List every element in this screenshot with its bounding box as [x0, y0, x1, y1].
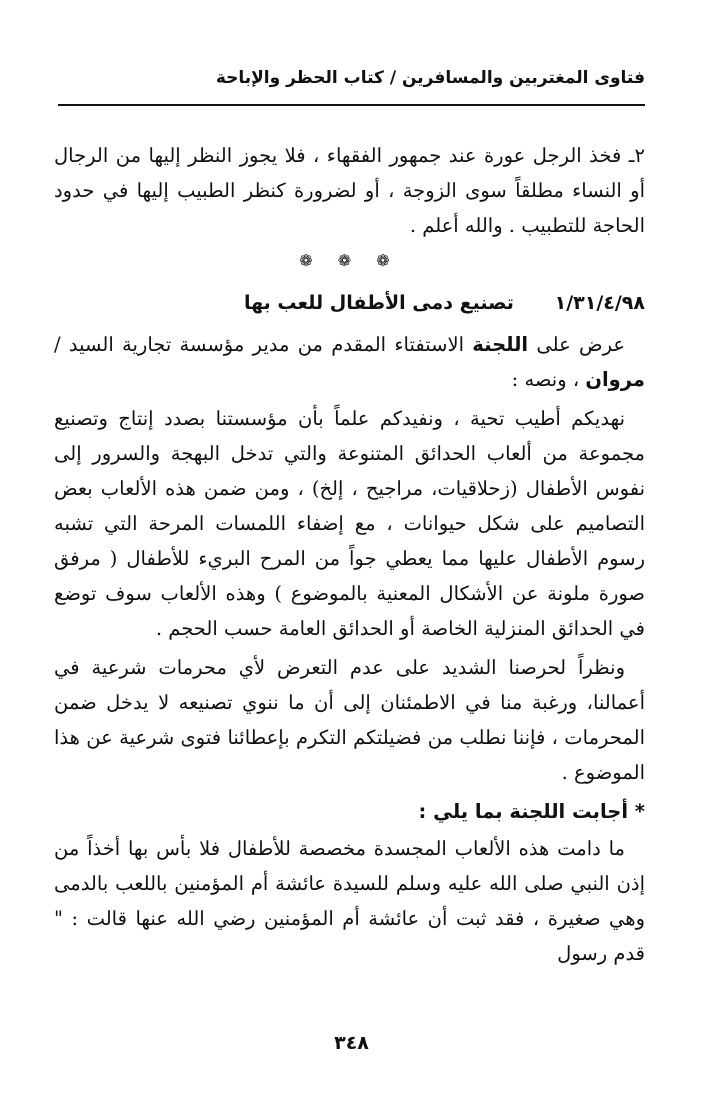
fatwa-number: ١/٣١/٤/٩٨	[554, 291, 645, 314]
answer-paragraph: ما دامت هذه الألعاب المجسدة مخصصة للأطفال فلا بأس بها أخذاً من إذن النبي صلى الله عليه وسلم للسيدة عائشة أم المؤمنين باللعب بالدمى وهي صغيرة ، فقد ثبت أن عائشة أم المؤمنين رضي الله عنها قالت : " قدم رسول	[54, 837, 645, 965]
running-header: فتاوى المغتربين والمسافرين / كتاب الحظر والإباحة	[215, 68, 645, 88]
intro-item-paragraph: ٢ـ فخذ الرجل عورة عند جمهور الفقهاء ، فلا يجوز النظر إليها من الرجال أو النساء مطلقاً سوى الزوجة ، أو لضرورة كنظر الطبيب إليها في حدود الحاجة للتطبيب . والله أعلم .	[54, 144, 645, 237]
question-paragraph: ونظراً لحرصنا الشديد على عدم التعرض لأي محرمات شرعية في أعمالنا، ورغبة منا في الاطمئنان إلى أن ما ننوي تصنيعه لا يدخل ضمن المحرمات ، فإننا نطلب من فضيلتكم التكرم بإعطائنا فتوى شرعية عن هذا الموضوع .	[54, 656, 645, 784]
opening-text-mid: الاستفتاء المقدم من مدير مؤسسة تجارية السيد /	[54, 333, 473, 356]
answer-heading: * أجابت اللجنة بما يلي :	[418, 800, 645, 823]
fatwa-opening-paragraph	[54, 327, 645, 397]
opening-text-pre: عرض على	[528, 333, 625, 356]
requester-name: مروان	[585, 368, 645, 391]
fatwa-title: تصنيع دمى الأطفال للعب بها	[244, 291, 514, 314]
page-number: ٣٤٨	[334, 1032, 369, 1054]
committee-name: اللجنة	[472, 333, 529, 356]
fatwa-title-row	[54, 279, 645, 327]
question-paragraph: نهديكم أطيب تحية ، ونفيدكم علماً بأن مؤسستنا بصدد إنتاج وتصنيع مجموعة من ألعاب الحدائق المتنوعة والتي تدخل البهجة والسرور إلى نفوس الأطفال (زحلاقيات، مراجيح ، إلخ) ، ومن ضمن هذه الألعاب بعض التصاميم على شكل حيوانات ، مع إضفاء اللمسات المرحة التي تشبه رسوم الأطفال عليها مما يعطي جواً من المرح البريء للأطفال ( مرفق صورة ملونة عن الأشكال المعنية بالموضوع ) وهذه الألعاب سوف توضع في الحدائق المنزلية الخاصة أو الحدائق العامة حسب الحجم .	[54, 407, 645, 640]
opening-text-post: ، ونصه :	[511, 368, 586, 391]
section-divider-ornament: ❁ ❁ ❁	[299, 251, 400, 270]
page-body	[54, 138, 645, 971]
header-rule	[58, 104, 645, 106]
